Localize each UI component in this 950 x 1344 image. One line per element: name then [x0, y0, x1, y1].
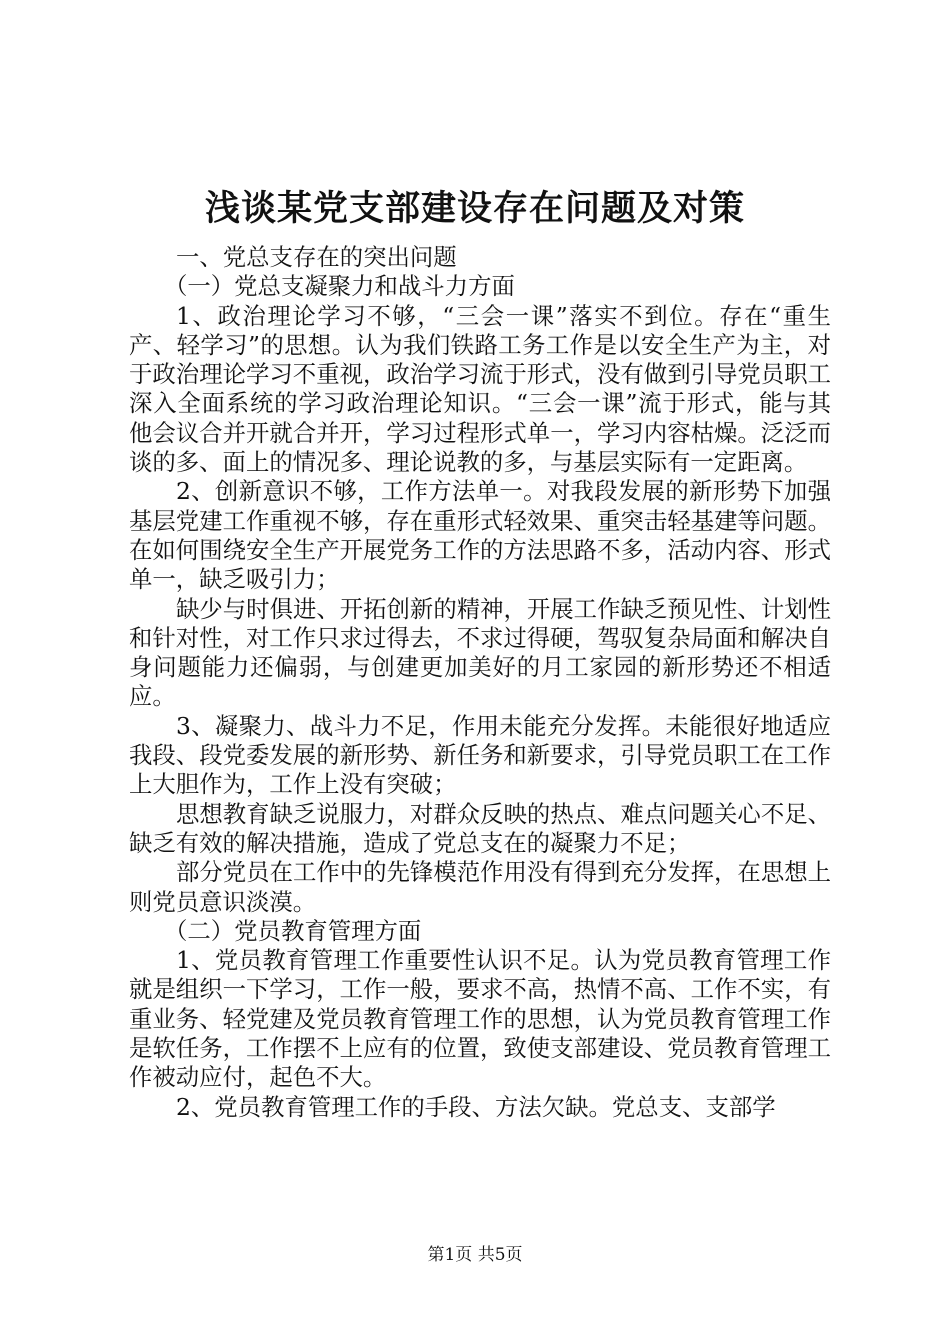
subsection-heading: （一）党总支凝聚力和战斗力方面: [164, 272, 515, 301]
paragraph: 思想教育缺乏说服力，对群众反映的热点、难点问题关心不足、缺乏有效的解决措施，造成了党总支在的凝聚力不足；: [129, 799, 831, 857]
paragraph: 1、政治理论学习不够，“三会一课”落实不到位。存在“重生产、轻学习”的思想。认为我们铁路工务工作是以安全生产为主，对于政治理论学习不重视，政治学习流于形式，没有做到引导党员职工深入全面系统的学习政治理论知识。“三会一课”流于形式，能与其他会议合并开就合并开，学习过程形式单一，学习内容枯燥。泛泛而谈的多、面上的情况多、理论说教的多，与基层实际有一定距离。: [129, 301, 831, 477]
subsection-heading: （二）党员教育管理方面: [164, 916, 422, 945]
paragraph: 1、党员教育管理工作重要性认识不足。认为党员教育管理工作就是组织一下学习，工作一般，要求不高，热情不高、工作不实，有重业务、轻党建及党员教育管理工作的思想，认为党员教育管理工作是软任务，工作摆不上应有的位置，致使支部建设、党员教育管理工作被动应付，起色不大。: [129, 946, 831, 1092]
paragraph: 部分党员在工作中的先锋模范作用没有得到充分发挥，在思想上则党员意识淡漠。: [129, 858, 831, 916]
paragraph: 2、党员教育管理工作的手段、方法欠缺。党总支、支部学: [176, 1092, 776, 1121]
section-heading: 一、党总支存在的突出问题: [176, 243, 457, 271]
page-footer: 第1页 共5页: [427, 1245, 523, 1265]
paragraph: 2、创新意识不够，工作方法单一。对我段发展的新形势下加强基层党建工作重视不够，存在重形式轻效果、重突击轻基建等问题。在如何围绕安全生产开展党务工作的方法思路不多，活动内容、形式单一，缺乏吸引力；: [129, 477, 831, 594]
paragraph: 缺少与时俱进、开拓创新的精神，开展工作缺乏预见性、计划性和针对性，对工作只求过得去，不求过得硬，驾驭复杂局面和解决自身问题能力还偏弱，与创建更加美好的月工家园的新形势还不相适应。: [129, 594, 831, 711]
document-body: [129, 243, 831, 1122]
document-title: 浅谈某党支部建设存在问题及对策: [204, 188, 745, 229]
paragraph: 3、凝聚力、战斗力不足，作用未能充分发挥。未能很好地适应我段、段党委发展的新形势、新任务和新要求，引导党员职工在工作上大胆作为，工作上没有突破；: [129, 711, 831, 799]
